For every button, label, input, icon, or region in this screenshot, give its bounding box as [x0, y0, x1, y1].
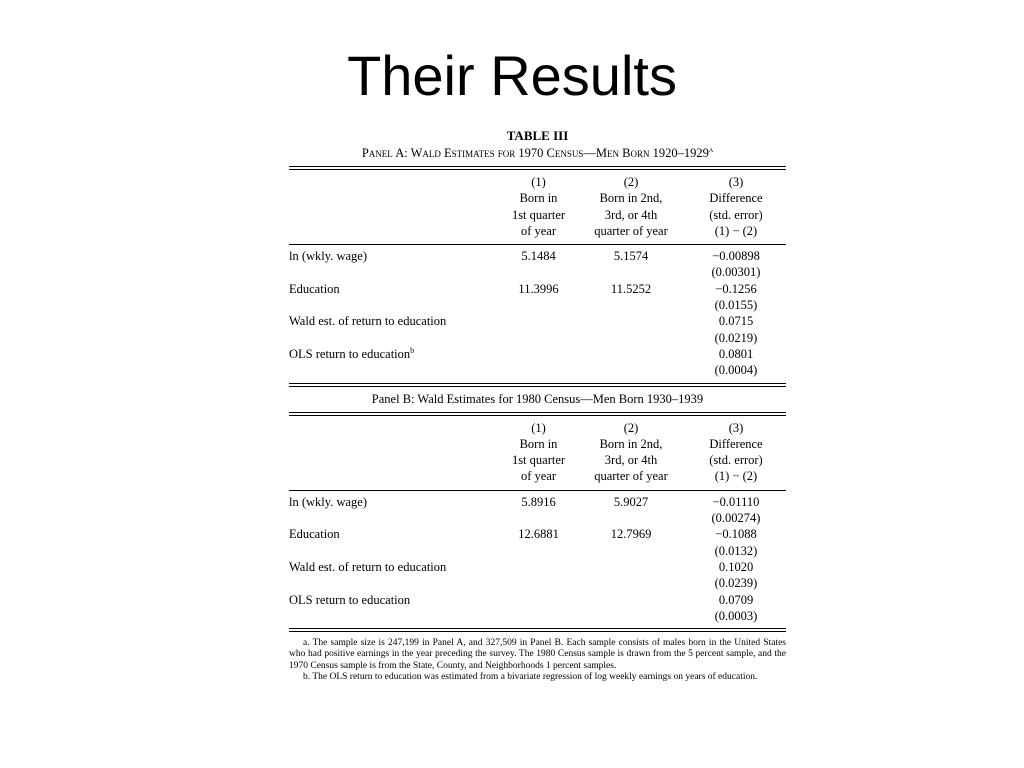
table-row: OLS return to education$^b$ 0.0801	[289, 345, 754, 361]
panel-b-column-headers	[289, 416, 786, 490]
table-row: Wald est. of return to education 0.1020	[289, 559, 754, 574]
table-row-std-error: (0.0155)	[714, 298, 758, 313]
slide-title: Their Results	[347, 44, 677, 107]
note-a: a. The sample size is 247,199 in Panel A, and 327,509 in Panel B. Each sample consists of males born in the United States who had positive earnings in the year preceding the survey. The 1980 Census sample is drawn from the 5 percent sample, and the 1970 Census sample is from the State, County, and Neighborhoods 1 percent samples.	[289, 638, 786, 671]
table-row: ln (wkly. wage) 5.1484 5.1574 −0.00898	[289, 249, 760, 264]
panel-a-column-headers	[289, 170, 786, 244]
panel-a-body	[289, 245, 786, 382]
panel-b-col-1-header: (1) Born in 1st quarter of year	[511, 420, 566, 484]
panel-a-title: Panel A: Wald Estimates for 1970 Census—Men Born 1920–1929$^a$	[361, 144, 714, 160]
table-row-std-error: (0.0219)	[714, 330, 758, 345]
panel-a-col-1-header: (1) Born in 1st quarter of year	[511, 175, 566, 238]
table-row: Education 11.3996 11.5252 −0.1256	[289, 281, 757, 296]
table-row: OLS return to education 0.0709	[289, 592, 754, 607]
table-row-std-error: (0.0239)	[714, 576, 758, 591]
table-row: Wald est. of return to education 0.0715	[289, 314, 754, 329]
table-row-std-error: (0.0132)	[714, 543, 758, 558]
panel-b-title: Panel B: Wald Estimates for 1980 Census—Men Born 1930–1939	[371, 391, 704, 406]
panel-b-col-2-header: (2) Born in 2nd, 3rd, or 4th quarter of year	[594, 420, 668, 484]
panel-a-col-2-header: (2) Born in 2nd, 3rd, or 4th quarter of year	[594, 175, 668, 238]
panel-b-col-3-header: (3) Difference (std. error) (1) − (2)	[709, 420, 763, 484]
panel-a-col-3-header: (3) Difference (std. error) (1) − (2)	[709, 175, 763, 238]
table-row-std-error: (0.0004)	[714, 363, 758, 378]
table-label: TABLE III	[506, 128, 569, 143]
table-notes	[289, 638, 786, 683]
table-row-std-error: (0.0003)	[714, 608, 758, 623]
table-row-std-error: (0.00301)	[711, 265, 761, 280]
table-figure	[289, 128, 786, 683]
table-row-std-error: (0.00274)	[711, 511, 761, 526]
bottom-rule	[289, 628, 786, 632]
panel-divider-rule	[289, 383, 786, 387]
note-b: b. The OLS return to education was estimated from a bivariate regression of log weekly earnings on years of education.	[303, 671, 758, 682]
table-row: ln (wkly. wage) 5.8916 5.9027 −0.01110	[289, 494, 760, 509]
table-row: Education 12.6881 12.7969 −0.1088	[289, 527, 757, 542]
panel-b-body	[289, 491, 786, 628]
